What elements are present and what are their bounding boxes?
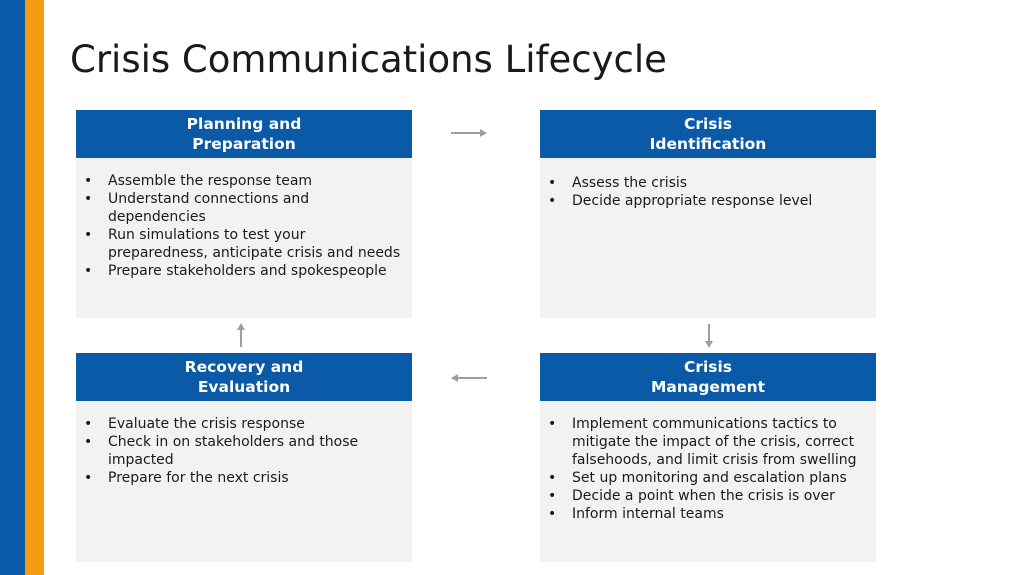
list-item: • Understand connections and dependencies [84, 190, 404, 226]
bullet-list [548, 415, 868, 523]
list-item: • Prepare stakeholders and spokespeople [84, 262, 404, 280]
arrow-right-icon [450, 126, 488, 140]
stage-body-planning [76, 158, 412, 280]
arrow-left-icon [450, 371, 488, 385]
list-item: • Run simulations to test your preparedness, anticipate crisis and needs [84, 226, 404, 262]
list-item: • Decide a point when the crisis is over [548, 487, 868, 505]
stage-header-identification [540, 110, 876, 158]
stage-title-line2: Identification [649, 135, 767, 153]
list-item: • Implement communications tactics to mitigate the impact of the crisis, correct falsehoods, and limit crisis from swelling [548, 415, 868, 469]
page-title: Crisis Communications Lifecycle [70, 38, 667, 81]
stage-card-identification [540, 110, 876, 318]
arrow-down-icon [702, 323, 716, 349]
stage-title-line1: Crisis [683, 115, 733, 133]
accent-bar-orange [25, 0, 44, 575]
stage-header-planning [76, 110, 412, 158]
stage-body-recovery [76, 401, 412, 487]
bullet-list [548, 174, 868, 210]
arrow-up-icon [234, 322, 248, 348]
stage-title-line2: Management [650, 378, 766, 396]
stage-title-line2: Evaluation [197, 378, 291, 396]
bullet-list [84, 172, 404, 280]
list-item: • Evaluate the crisis response [84, 415, 404, 433]
stage-title-line2: Preparation [192, 135, 296, 153]
list-item: • Assemble the response team [84, 172, 404, 190]
list-item: • Assess the crisis [548, 174, 868, 192]
bullet-list [84, 415, 404, 487]
stage-title-line1: Recovery and [184, 358, 304, 376]
accent-bar-blue [0, 0, 25, 575]
stage-card-management [540, 353, 876, 562]
stage-header-management [540, 353, 876, 401]
stage-body-identification [540, 158, 876, 210]
stage-title-line1: Planning and [186, 115, 302, 133]
list-item: • Check in on stakeholders and those impacted [84, 433, 404, 469]
stage-card-recovery [76, 353, 412, 562]
stage-card-planning [76, 110, 412, 318]
stage-header-recovery [76, 353, 412, 401]
list-item: • Set up monitoring and escalation plans [548, 469, 868, 487]
stage-title-line1: Crisis [683, 358, 733, 376]
stage-body-management [540, 401, 876, 523]
list-item: • Inform internal teams [548, 505, 868, 523]
list-item: • Decide appropriate response level [548, 192, 868, 210]
list-item: • Prepare for the next crisis [84, 469, 404, 487]
